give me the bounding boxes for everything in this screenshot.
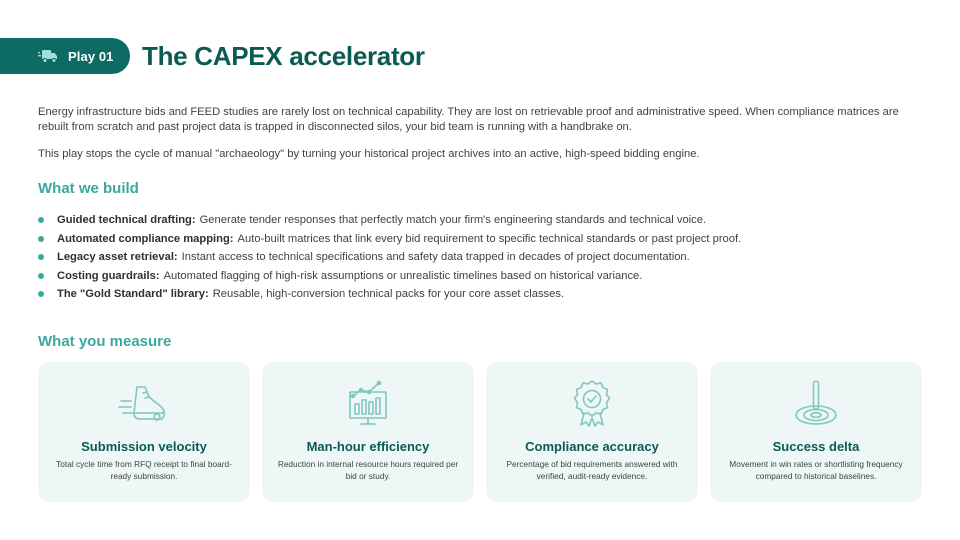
running-shoe-icon <box>117 378 171 428</box>
page-title: The CAPEX accelerator <box>142 40 425 71</box>
metric-card-success-delta <box>710 362 922 502</box>
bullet-dot <box>38 273 44 279</box>
build-list <box>38 211 741 304</box>
list-item-label: Legacy asset retrieval: <box>57 251 178 264</box>
list-item-label: Costing guardrails: <box>57 269 160 282</box>
list-item-text: Reusable, high-conversion technical packs for your core asset classes. <box>212 288 565 301</box>
card-description: Total cycle time from RFQ receipt to final board-ready submission. <box>56 459 232 481</box>
presentation-chart-icon <box>341 378 395 428</box>
list-item <box>38 267 741 286</box>
metric-card-man-hour-efficiency <box>262 362 474 502</box>
bullet-dot <box>38 291 44 297</box>
bullet-dot <box>38 254 44 260</box>
play-badge-label: Play 01 <box>68 48 114 64</box>
card-description: Movement in win rates or shortlisting frequency compared to historical baselines. <box>729 459 903 481</box>
card-description: Percentage of bid requirements answered with verified, audit-ready evidence. <box>506 459 678 481</box>
list-item-text: Instant access to technical specifications and safety data trapped in decades of project documentation. <box>181 251 690 264</box>
list-item-label: The "Gold Standard" library: <box>57 288 209 301</box>
what-we-build-heading: What we build <box>38 180 139 197</box>
list-item <box>38 211 741 230</box>
target-icon <box>789 378 843 428</box>
list-item <box>38 230 741 249</box>
intro-paragraph-2: This play stops the cycle of manual "archaeology" by turning your historical project archives into an active, high-speed bidding engine. <box>38 148 700 160</box>
list-item-text: Generate tender responses that perfectly match your firm's engineering standards and technical voice. <box>199 214 707 227</box>
card-title: Man-hour efficiency <box>306 439 430 454</box>
list-item-label: Automated compliance mapping: <box>57 232 234 245</box>
metric-card-submission-velocity <box>38 362 250 502</box>
metric-card-compliance-accuracy <box>486 362 698 502</box>
bullet-dot <box>38 236 44 242</box>
card-description: Reduction in internal resource hours required per bid or study. <box>277 459 459 481</box>
list-item-label: Guided technical drafting: <box>57 214 196 227</box>
card-title: Compliance accuracy <box>525 439 659 454</box>
metric-cards <box>38 362 922 502</box>
card-title: Submission velocity <box>81 439 207 454</box>
intro-paragraph-1: Energy infrastructure bids and FEED studies are rarely lost on technical capability. They are lost on retrievable proof and administrative speed. When compliance matrices are rebuilt from scratch and past project data is trapped in disconnected silos, your bid team is running with a handbrake on. <box>38 106 899 133</box>
card-title: Success delta <box>772 439 860 454</box>
list-item-text: Auto-built matrices that link every bid requirement to specific technical standards or past project proof. <box>237 232 742 245</box>
list-item-text: Automated flagging of high-risk assumptions or unrealistic timelines based on historical variance. <box>163 269 643 282</box>
slide-header <box>0 38 425 74</box>
list-item <box>38 248 741 267</box>
bullet-dot <box>38 217 44 223</box>
list-item <box>38 285 741 304</box>
play-badge <box>0 38 130 74</box>
intro-text <box>38 105 920 174</box>
what-you-measure-heading: What you measure <box>38 333 172 350</box>
delivery-truck-icon <box>38 49 58 64</box>
award-badge-icon <box>565 378 619 428</box>
